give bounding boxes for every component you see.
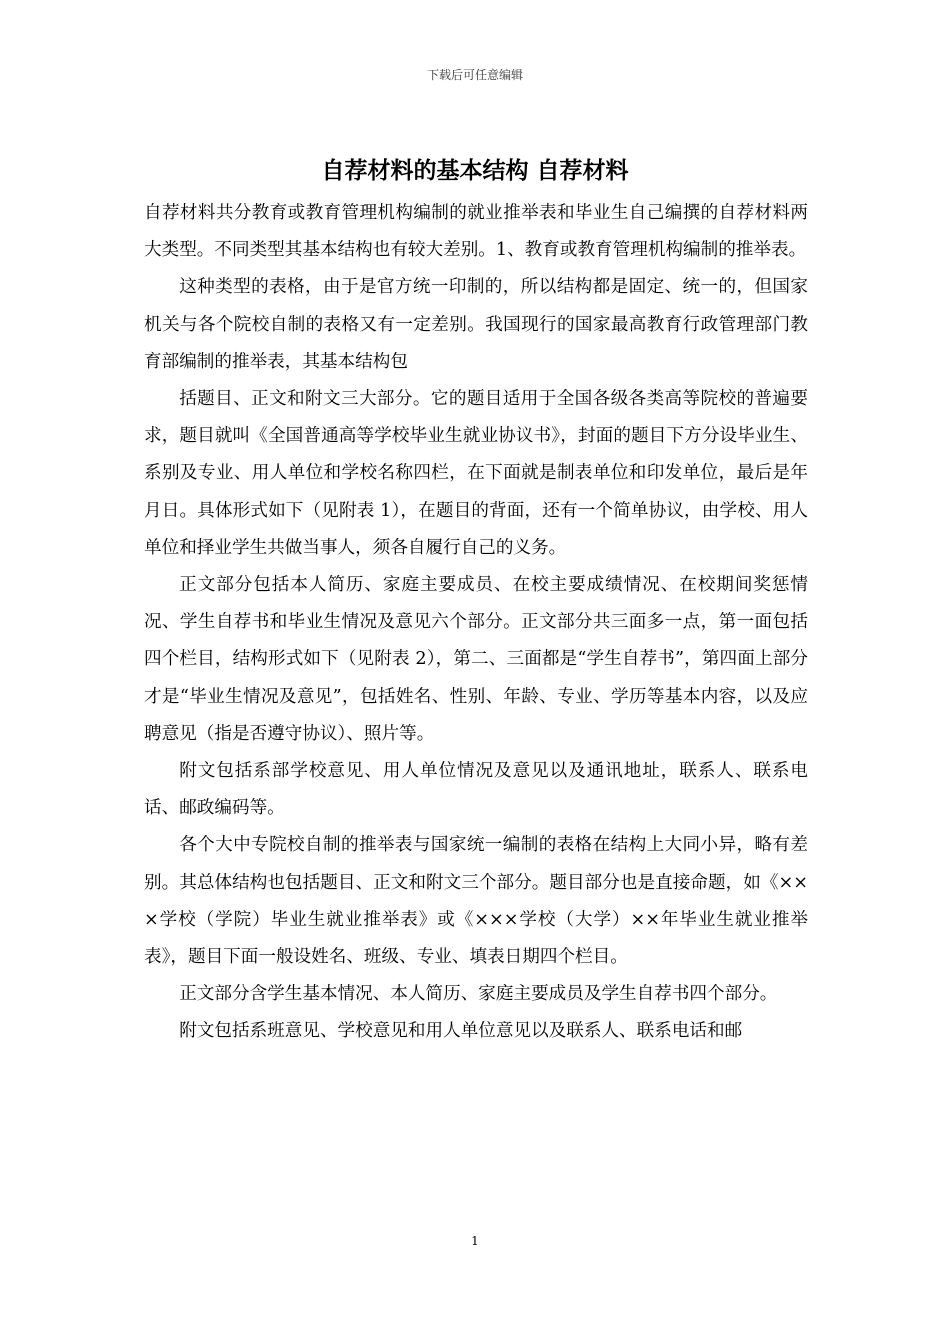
document-title: 自荐材料的基本结构 自荐材料 (321, 157, 629, 184)
paragraph-4: 正文部分包括本人简历、家庭主要成员、在校主要成绩情况、在校期间奖惩情况、学生自荐书和毕业生情况及意见六个部分。正文部分共三面多一点，第一面包括四个栏目，结构形式如下（见附表 2），第二、三面都是“学生自荐书”，第四面上部分才是“毕业生情况及意见”，包括姓名、性别、年龄、专业、学历等基本内容，以及应聘意见（指是否遵守协议）、照片等。 (144, 575, 808, 744)
page-number: 1 (471, 1234, 479, 1248)
paragraph-8: 附文包括系班意见、学校意见和用人单位意见以及联系人、联系电话和邮 (179, 1021, 743, 1042)
paragraph-1: 自荐材料共分教育或教育管理机构编制的就业推举表和毕业生自己编撰的自荐材料两大类型。不同类型其基本结构也有较大差别。1、教育或教育管理机构编制的推举表。 (144, 203, 808, 261)
paragraph-7: 正文部分含学生基本情况、本人简历、家庭主要成员及学生自荐书四个部分。 (179, 984, 778, 1005)
paragraph-6: 各个大中专院校自制的推举表与国家统一编制的表格在结构上大同小异，略有差别。其总体结构也包括题目、正文和附文三个部分。题目部分也是直接命题，如《×××学校（学院）毕业生就业推举表》或《×××学校（大学）××年毕业生就业推举表》，题目下面一般设姓名、班级、专业、填表日期四个栏目。 (144, 835, 808, 968)
paragraph-2: 这种类型的表格，由于是官方统一印制的，所以结构都是固定、统一的，但国家机关与各个院校自制的表格又有一定差别。我国现行的国家最高教育行政管理部门教育部编制的推举表，其基本结构包 (144, 277, 808, 372)
document-body (144, 195, 808, 1051)
paragraph-3: 括题目、正文和附文三大部分。它的题目适用于全国各级各类高等院校的普遍要求，题目就叫《全国普通高等学校毕业生就业协议书》，封面的题目下方分设毕业生、系别及专业、用人单位和学校名称四栏，在下面就是制表单位和印发单位，最后是年月日。具体形式如下（见附表 1），在题目的背面，还有一个简单协议，由学校、用人单位和择业学生共做当事人，须各自履行自己的义务。 (144, 389, 808, 558)
header-note: 下载后可任意编辑 (426, 68, 523, 82)
paragraph-5: 附文包括系部学校意见、用人单位情况及意见以及通讯地址，联系人、联系电话、邮政编码等。 (144, 761, 808, 819)
